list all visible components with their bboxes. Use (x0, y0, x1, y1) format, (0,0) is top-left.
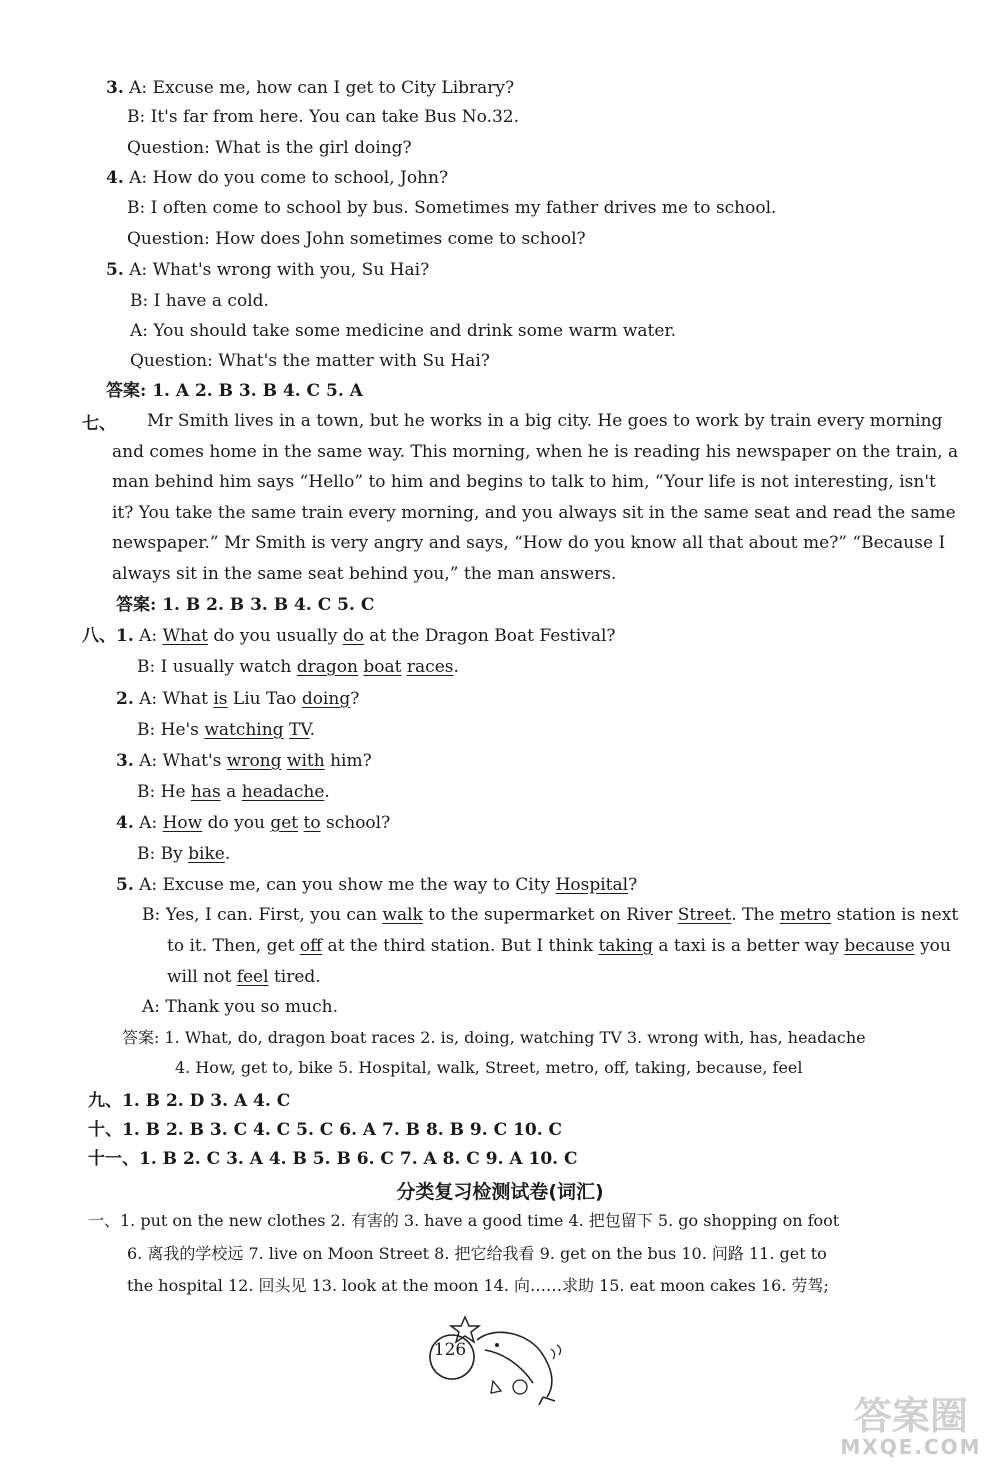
q8-3-a: 3. A: What's wrong with him? (116, 751, 372, 771)
vocab-heading: 分类复习检测试卷(词汇) (396, 1181, 604, 1203)
page-number: 126 (433, 1340, 467, 1360)
section6-answers: 答案: 1. A 2. B 3. B 4. C 5. A (106, 381, 363, 401)
watermark-cn: 答案圈 (853, 1394, 968, 1438)
q8-1-a: 八、1. A: What do you usually do at the Dragon Boat Festival? (82, 626, 616, 646)
vocab-line-1: 一、1. put on the new clothes 2. 有害的 3. have a good time 4. 把包留下 5. go shopping on foot (88, 1211, 840, 1230)
q8-5-b-line2: to it. Then, get off at the third station. But I think taking a taxi is a better way because you (167, 936, 951, 956)
q8-1-b: B: I usually watch dragon boat races. (137, 657, 459, 677)
q8-5-a: 5. A: Excuse me, can you show me the way to City Hospital? (116, 875, 638, 895)
q6-5-a: 5. A: What's wrong with you, Su Hai? (106, 260, 430, 280)
q6-4-a: 4. A: How do you come to school, John? (106, 168, 449, 188)
q8-5-b-line1: B: Yes, I can. First, you can walk to the supermarket on River Street. The metro station is next (142, 905, 959, 925)
dolphin-icon (477, 1332, 555, 1405)
passage-line-2: and comes home in the same way. This morning, when he is reading his newspaper on the train, a (112, 442, 959, 462)
vocab-line-3: the hospital 12. 回头见 13. look at the moon 14. 向……求助 15. eat moon cakes 16. 劳驾; (127, 1276, 829, 1295)
q6-5-b: B: I have a cold. (130, 291, 269, 311)
q8-2-a: 2. A: What is Liu Tao doing? (116, 689, 360, 709)
watermark (836, 1396, 986, 1458)
section7-label: 七、 (82, 414, 116, 434)
q6-5-question: Question: What's the matter with Su Hai? (130, 351, 490, 371)
q8-5-b-line3: will not feel tired. (167, 967, 321, 987)
passage-line-6: always sit in the same seat behind you,” the man answers. (112, 564, 617, 584)
passage-line-5: newspaper.” Mr Smith is very angry and says, “How do you know all that about me?” “Because I (112, 533, 946, 553)
passage-line-4: it? You take the same train every morning, and you always sit in the same seat and read the same (112, 503, 956, 523)
section11-answers: 十一、1. B 2. C 3. A 4. B 5. B 6. C 7. A 8. C 9. A 10. C (88, 1149, 578, 1169)
q8-3-b: B: He has a headache. (137, 782, 330, 802)
section10-answers: 十、1. B 2. B 3. C 4. C 5. C 6. A 7. B 8. B 9. C 10. C (88, 1120, 563, 1140)
passage-line-3: man behind him says “Hello” to him and begins to talk to him, “Your life is not interesting, isn't (112, 472, 936, 492)
q8-4-b: B: By bike. (137, 844, 231, 864)
q6-4-b: B: I often come to school by bus. Sometimes my father drives me to school. (127, 198, 777, 218)
q6-3-question: Question: What is the girl doing? (127, 138, 412, 158)
q8-2-b: B: He's watching TV. (137, 720, 316, 740)
section8-answers-1: 答案: 1. What, do, dragon boat races 2. is, doing, watching TV 3. wrong with, has, headache (122, 1028, 866, 1047)
q6-4-question: Question: How does John sometimes come to school? (127, 229, 586, 249)
section8-answers-2: 4. How, get to, bike 5. Hospital, walk, Street, metro, off, taking, because, feel (175, 1058, 803, 1077)
q6-5-a2: A: You should take some medicine and drink some warm water. (130, 321, 677, 341)
section9-answers: 九、1. B 2. D 3. A 4. C (88, 1091, 291, 1111)
q8-4-a: 4. A: How do you get to school? (116, 813, 391, 833)
section7-answers: 答案: 1. B 2. B 3. B 4. C 5. C (116, 595, 375, 615)
q8-5-a2: A: Thank you so much. (142, 997, 338, 1017)
passage-line-1: Mr Smith lives in a town, but he works in a big city. He goes to work by train every morning (147, 411, 943, 431)
q6-3-a: 3. A: Excuse me, how can I get to City Library? (106, 78, 515, 98)
watermark-url: MXQE.COM (840, 1435, 982, 1459)
q6-3-b: B: It's far from here. You can take Bus No.32. (127, 107, 520, 127)
vocab-line-2: 6. 离我的学校远 7. live on Moon Street 8. 把它给我看 9. get on the bus 10. 问路 11. get to (127, 1244, 827, 1263)
star-icon (451, 1317, 479, 1342)
